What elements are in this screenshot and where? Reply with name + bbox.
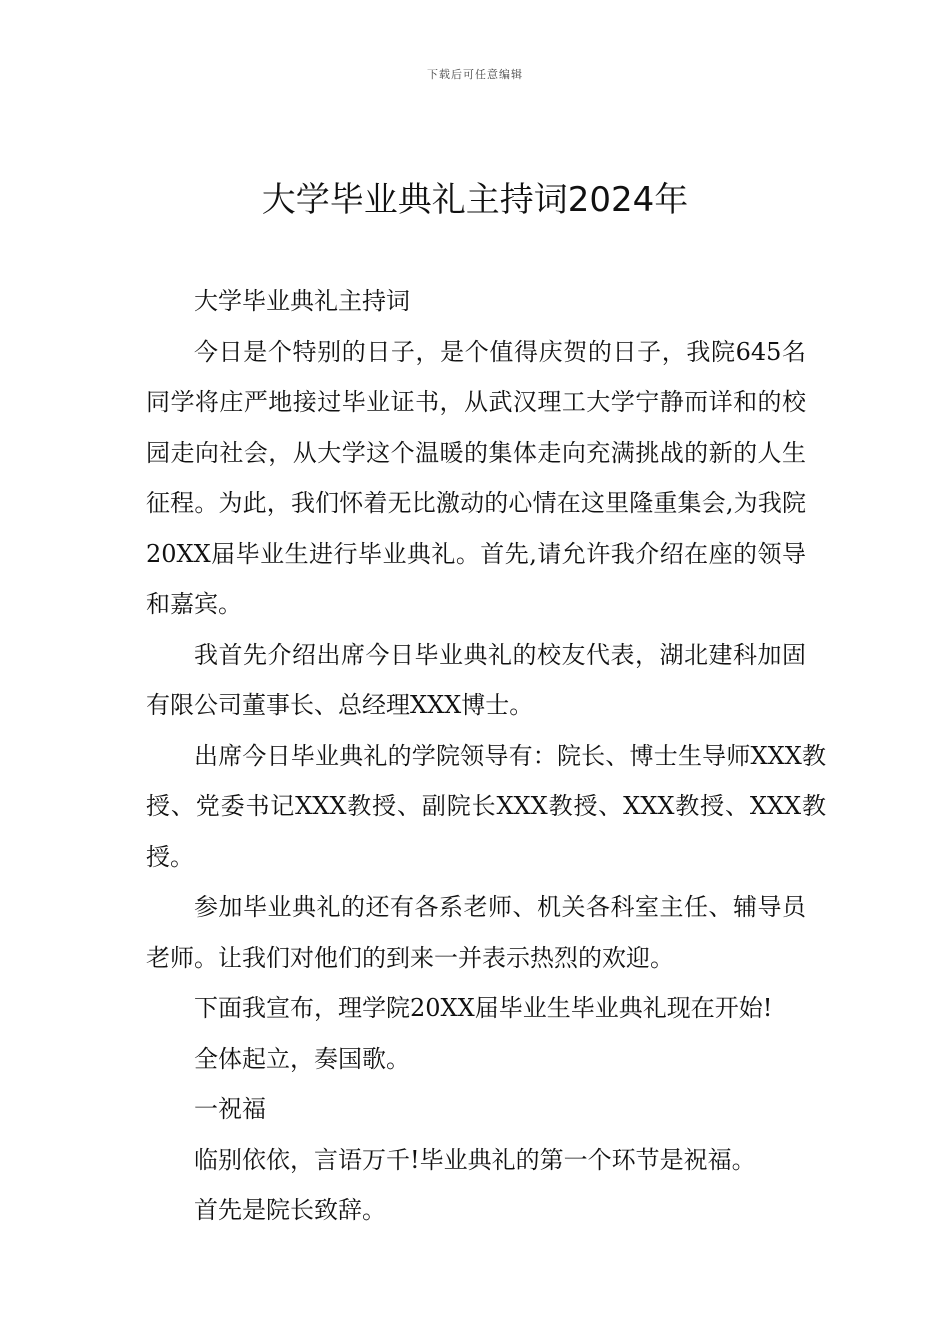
paragraph-subtitle: 大学毕业典礼主持词 [194,287,410,315]
paragraph-opening: 今日是个特别的日子，是个值得庆贺的日子，我院645名同学将庄严地接过毕业证书，从武汉理工大学宁静而详和的校园走向社会，从大学这个温暖的集体走向充满挑战的新的人生征程。为此，我们怀着无比激动的心情在这里隆重集会,为我院20XX届毕业生进行毕业典礼。首先,请允许我介绍在座的领导和嘉宾。 [146,337,806,618]
paragraph-dean-speech: 首先是院长致辞。 [194,1196,386,1224]
paragraph-leaders-intro: 出席今日毕业典礼的学院领导有：院长、博士生导师XXX教授、党委书记XXX教授、副院长XXX教授、XXX教授、XXX教授。 [146,741,826,871]
document-body [146,276,826,1236]
paragraph-teachers-welcome: 参加毕业典礼的还有各系老师、机关各科室主任、辅导员老师。让我们对他们的到来一并表示热烈的欢迎。 [146,893,806,972]
paragraph-blessing-intro: 临别依依，言语万千!毕业典礼的第一个环节是祝福。 [194,1145,756,1174]
header-note: 下载后可任意编辑 [427,68,523,81]
section-heading-blessing: 一祝福 [194,1095,266,1123]
paragraph-anthem: 全体起立，奏国歌。 [194,1044,410,1073]
paragraph-alumni-intro: 我首先介绍出席今日毕业典礼的校友代表，湖北建科加固有限公司董事长、总经理XXX博士。 [146,640,806,719]
paragraph-announcement: 下面我宣布，理学院20XX届毕业生毕业典礼现在开始! [194,994,773,1022]
document-title: 大学毕业典礼主持词2024年 [261,180,689,220]
